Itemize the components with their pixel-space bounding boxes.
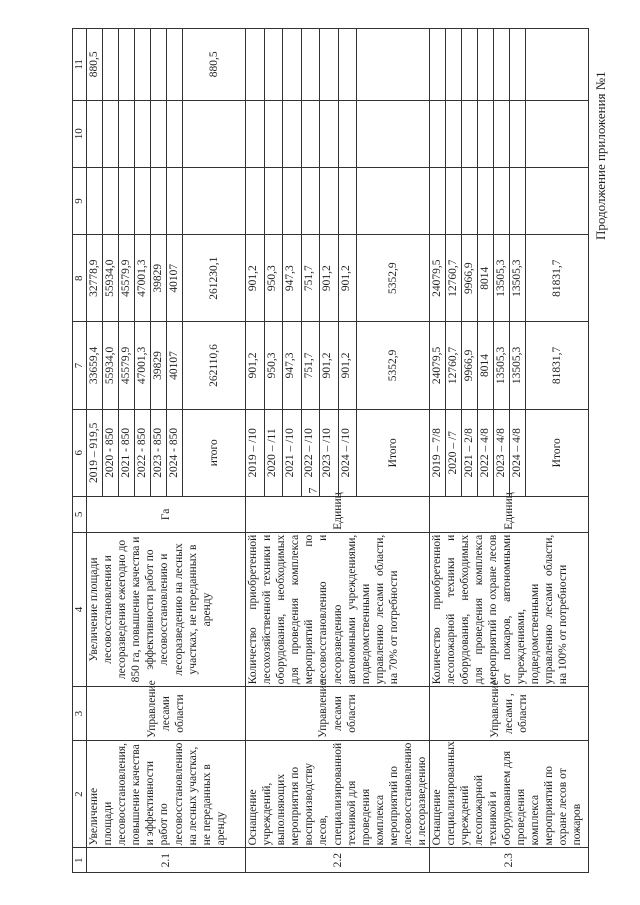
col10-value [167,100,183,167]
total-col8: 261230,1 [183,235,246,322]
col9-value [356,167,429,234]
year-value: 2023 - 850 [151,409,167,496]
col10-value [301,100,319,167]
col7-value: 901,2 [246,322,264,409]
col8-value: 901,2 [246,235,264,322]
col7-value: 39829 [151,322,167,409]
total-col8: 5352,9 [356,235,429,322]
col9-value [183,167,246,234]
header-cell: 1 [73,848,87,873]
measure-name: Оснащение учреждений, выполняющих мероприятия по воспроизводству лесов, специализированной техникой для проведения комплекса мероприятий по лесовосстановлению и лесоразведению [246,740,429,847]
col9-value [246,167,264,234]
col9-value [119,167,135,234]
year-value: 2024 - 850 [167,409,183,496]
col10-value [87,100,103,167]
header-cell: 11 [73,29,87,101]
table-row [246,29,264,873]
total-label: Итого [356,409,429,496]
col8-value: 947,3 [283,235,301,322]
col8-value: 13505,3 [509,235,525,322]
col8-value: 55934,0 [103,235,119,322]
col11-value [167,29,183,101]
col9-value [283,167,301,234]
col10-value [183,100,246,167]
year-value: 2021 – 2/8 [461,409,477,496]
col10-value [135,100,151,167]
col10-value [429,100,445,167]
col9-value [264,167,282,234]
header-cell: 9 [73,167,87,234]
row-number: 2.2 [246,848,429,873]
col7-value: 24079,5 [429,322,445,409]
year-value: 2024 – /10 [338,409,356,496]
col8-value: 751,7 [301,235,319,322]
year-value: 2023 – /10 [320,409,338,496]
col11-value [320,29,338,101]
measures-table [72,28,589,873]
total-col11 [356,29,429,101]
col9-value [87,167,103,234]
col7-value: 40107 [167,322,183,409]
col11-value: 880,5 [87,29,103,101]
indicator: Количество приобретенной лесохозяйственной техники и оборудования, необходимых для проведения комплекса мероприятий по лесовосстановлению и лесоразведению автономными учреждениями, подведомственными управлению лесами области, на 70% от потребности [246,532,429,686]
col7-value: 901,2 [320,322,338,409]
col8-value: 32778,9 [87,235,103,322]
header-cell: 7 [73,322,87,409]
col10-value [103,100,119,167]
col7-value: 13505,3 [509,322,525,409]
year-value: 2023 – 4/8 [493,409,509,496]
col11-value [338,29,356,101]
col11-value [301,29,319,101]
col7-value: 13505,3 [493,322,509,409]
table-row [87,29,103,873]
year-value: 2021 – /10 [283,409,301,496]
col10-value [246,100,264,167]
header-cell: 8 [73,235,87,322]
unit: Га [87,496,246,532]
header-row [73,29,87,873]
header-cell: 4 [73,532,87,686]
year-value: 2019 – 7/8 [429,409,445,496]
col11-value [135,29,151,101]
col9-value [167,167,183,234]
col9-value [338,167,356,234]
row-number: 2.1 [87,848,246,873]
total-col8: 81831,7 [525,235,588,322]
col7-value: 947,3 [283,322,301,409]
year-value: 2019 – /10 [246,409,264,496]
header-cell: 5 [73,496,87,532]
col10-value [509,100,525,167]
col10-value [461,100,477,167]
col7-value: 9966,9 [461,322,477,409]
year-value: 2022 – 4/8 [477,409,493,496]
total-label: Итого [525,409,588,496]
col9-value [151,167,167,234]
col7-value: 55934,0 [103,322,119,409]
col8-value: 901,2 [320,235,338,322]
indicator: Количество приобретенной лесопожарной техники и оборудования, необходимых для проведения комплекса мероприятий по охране лесов от пожаров, автономными учреждениями, подведомственными управлению лесами области, на 100% от потребности [429,532,588,686]
header-cell: 3 [73,687,87,741]
indicator: Увеличение площади лесовосстановления и лесоразведения ежегодно до 850 га, повышение качества и эффективности работ по лесовосстановлению и лесоразведению на лесных участках, не переданных в аренду [87,532,246,686]
total-col11 [525,29,588,101]
year-value: 2020 - 850 [103,409,119,496]
rotated-table-wrapper [72,28,610,873]
col11-value [493,29,509,101]
col9-value [320,167,338,234]
header-cell: 2 [73,740,87,847]
year-value: 2021 - 850 [119,409,135,496]
year-value: 2022 - 850 [135,409,151,496]
appendix-continuation-title: Продолжение приложения №1 [593,71,608,240]
col10-value [119,100,135,167]
col11-value [461,29,477,101]
header-cell: 10 [73,100,87,167]
col9-value [461,167,477,234]
table-row [429,29,445,873]
col11-value [246,29,264,101]
col7-value: 8014 [477,322,493,409]
col9-value [477,167,493,234]
col8-value: 45579,9 [119,235,135,322]
executor: Управление лесами области [246,687,429,741]
col10-value [338,100,356,167]
executor: Управление лесами , области [429,687,588,741]
col10-value [525,100,588,167]
year-value: 2024 – 4/8 [509,409,525,496]
year-value: 2020 – /7 [445,409,461,496]
col11-value [477,29,493,101]
col11-value [509,29,525,101]
col9-value [509,167,525,234]
total-col7: 81831,7 [525,322,588,409]
header-cell: 6 [73,409,87,496]
col10-value [477,100,493,167]
col11-value [119,29,135,101]
year-value: 2019 – 919,5 [87,409,103,496]
col10-value [264,100,282,167]
col10-value [445,100,461,167]
total-col7: 5352,9 [356,322,429,409]
col9-value [445,167,461,234]
col7-value: 12760,7 [445,322,461,409]
col8-value: 39829 [151,235,167,322]
col8-value: 8014 [477,235,493,322]
col10-value [151,100,167,167]
col9-value [525,167,588,234]
col9-value [493,167,509,234]
col11-value [445,29,461,101]
col8-value: 950,3 [264,235,282,322]
total-label: итого [183,409,246,496]
col11-value [283,29,301,101]
year-value: 2022 – /10 [301,409,319,496]
col7-value: 751,7 [301,322,319,409]
col10-value [320,100,338,167]
year-value: 2020 – /11 [264,409,282,496]
col10-value [493,100,509,167]
col7-value: 950,3 [264,322,282,409]
executor: Управление лесами области [87,687,246,741]
col11-value [103,29,119,101]
col9-value [429,167,445,234]
col8-value: 47001,3 [135,235,151,322]
col7-value: 33659,4 [87,322,103,409]
page-number: 7 [305,487,320,494]
col11-value [151,29,167,101]
total-col7: 262110,6 [183,322,246,409]
col8-value: 12760,7 [445,235,461,322]
col10-value [283,100,301,167]
col8-value: 13505,3 [493,235,509,322]
col7-value: 901,2 [338,322,356,409]
col9-value [301,167,319,234]
col7-value: 47001,3 [135,322,151,409]
col11-value [429,29,445,101]
col9-value [135,167,151,234]
col8-value: 40107 [167,235,183,322]
col9-value [103,167,119,234]
col8-value: 9966,9 [461,235,477,322]
col8-value: 24079,5 [429,235,445,322]
col8-value: 901,2 [338,235,356,322]
col10-value [356,100,429,167]
total-col11: 880,5 [183,29,246,101]
measure-name: Увеличение площади лесовосстановления, повышение качества и эффективности работ по лесовосстановлению на лесных участках, не переданных в аренду [87,740,246,847]
row-number: 2.3 [429,848,588,873]
unit: Единиц [429,496,588,532]
col11-value [264,29,282,101]
measure-name: Оснащение специализированных учреждений лесопожарной техникой и оборудованием для проведения комплекса мероприятий по охране лесов от пожаров [429,740,588,847]
col7-value: 45579,9 [119,322,135,409]
unit: Единиц [246,496,429,532]
